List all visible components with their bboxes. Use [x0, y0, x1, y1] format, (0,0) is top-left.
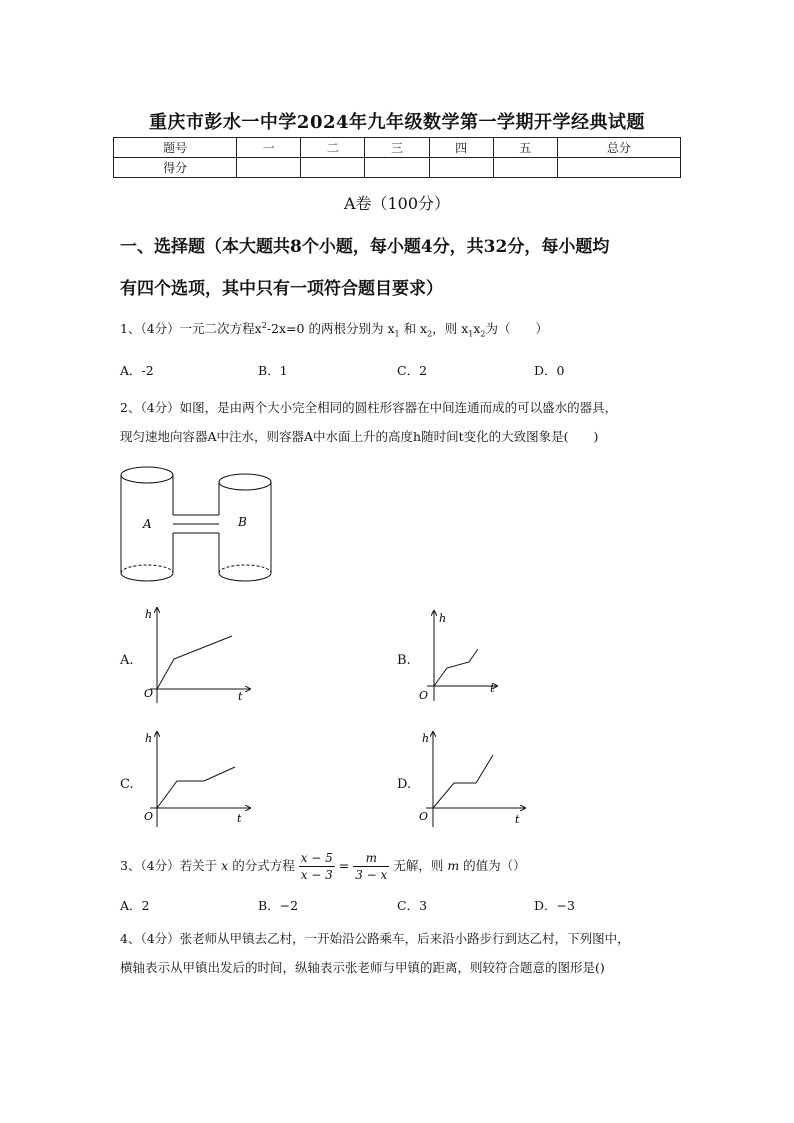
question-1	[120, 319, 690, 339]
section1-heading-line2: 有四个选项，其中只有一项符合题目要求）	[120, 279, 443, 299]
graph-d-axis-x: t	[515, 813, 520, 826]
q2-graph-d[interactable]	[417, 727, 532, 832]
q2-graph-a[interactable]	[140, 603, 255, 708]
q3-option-d[interactable]: D．−3	[534, 898, 575, 913]
q1-option-b[interactable]: B．1	[258, 363, 288, 378]
q1-product-a: x	[461, 321, 469, 336]
q3-mid: 的分式方程	[232, 858, 295, 873]
q3-m: m	[447, 858, 460, 873]
graph-c-axis-x: t	[237, 812, 242, 825]
q3-frac1-numerator: x − 5	[300, 851, 333, 865]
score-table-score-row	[114, 158, 681, 178]
q3-option-b[interactable]: B．−2	[258, 898, 299, 913]
question-3	[120, 848, 690, 884]
score-table-header-cell: 五	[493, 138, 557, 158]
q1-root1-sub: 1	[394, 329, 400, 339]
q3-var: x	[221, 858, 229, 873]
q1-end: 为（ ）	[485, 321, 549, 336]
q3-option-a[interactable]: A．2	[120, 898, 150, 913]
score-row-label: 得分	[114, 158, 237, 178]
q1-and: 和	[399, 321, 421, 336]
q3-fraction-right	[353, 850, 389, 883]
q3-option-c[interactable]: C．3	[397, 898, 428, 913]
q3-frac1-denominator: x − 3	[300, 868, 333, 882]
graph-b-origin: O	[419, 689, 429, 702]
graph-a-axis-y: h	[145, 608, 153, 621]
container-b-label: B	[238, 515, 247, 529]
graph-c-axis-y: h	[145, 732, 153, 745]
q1-eq-power: 2	[261, 320, 267, 330]
q1-then: ，则	[432, 321, 458, 336]
score-table-header-row	[114, 138, 681, 158]
score-table-header-cell: 四	[429, 138, 493, 158]
q3-equals: =	[338, 858, 350, 873]
score-cell	[365, 158, 429, 178]
q1-option-d[interactable]: D．0	[534, 363, 565, 378]
q1-product-b: x	[473, 321, 481, 336]
graph-d-origin: O	[419, 810, 429, 823]
graph-a-axis-x: t	[238, 690, 243, 703]
q3-mid2: 无解，则	[393, 858, 444, 873]
q2-option-b-label[interactable]: B.	[397, 653, 411, 668]
q1-mid: 的两根分别为	[304, 321, 384, 336]
score-cell	[301, 158, 365, 178]
page-title: 重庆市彭水一中学2024年九年级数学第一学期开学经典试题	[148, 112, 646, 133]
score-table-header-cell: 三	[365, 138, 429, 158]
q1-eq-var: x	[254, 321, 262, 336]
score-cell	[557, 158, 680, 178]
q1-option-c[interactable]: C．2	[397, 363, 428, 378]
question-4-line2: 横轴表示从甲镇出发后的时间，纵轴表示张老师与甲镇的距离，则较符合题意的图形是()	[120, 960, 605, 975]
q2-graph-c[interactable]	[140, 727, 255, 832]
q2-option-d-label[interactable]: D.	[397, 777, 412, 792]
q1-root1: x	[387, 321, 395, 336]
q1-prefix: 1、（4分）一元二次方程	[120, 321, 255, 336]
score-table	[113, 137, 681, 178]
score-table-header-cell: 题号	[114, 138, 237, 158]
q3-prefix: 3、（4分）若关于	[120, 858, 218, 873]
q1-option-a[interactable]: A．-2	[120, 363, 154, 378]
q3-frac2-numerator: m	[353, 850, 389, 867]
question-2-line1: 2、（4分）如图，是由两个大小完全相同的圆柱形容器在中间连通而成的可以盛水的器具，	[120, 400, 618, 415]
container-a-label: A	[143, 517, 152, 531]
score-table-header-cell: 总分	[557, 138, 680, 158]
score-cell	[493, 158, 557, 178]
q1-product-b-sub: 2	[480, 329, 486, 339]
graph-b-axis-x: t	[490, 682, 495, 695]
q1-root2-sub: 2	[427, 329, 433, 339]
graph-d-axis-y: h	[422, 732, 430, 745]
q1-root2: x	[420, 321, 428, 336]
q1-product-a-sub: 1	[468, 329, 474, 339]
graph-b-axis-y: h	[439, 612, 447, 625]
score-table-header-cell: 一	[237, 138, 301, 158]
score-cell	[237, 158, 301, 178]
question-4-line1: 4、（4分）张老师从甲镇去乙村，一开始沿公路乘车，后来沿小路步行到达乙村，下列图中，	[120, 931, 630, 946]
graph-a-origin: O	[144, 687, 154, 700]
connected-containers-figure	[110, 460, 290, 590]
section-juan-title: A卷（100分）	[343, 194, 451, 213]
question-2-line2: 现匀速地向容器A中注水，则容器A中水面上升的高度h随时间t变化的大致图象是( )	[120, 429, 599, 444]
score-cell	[429, 158, 493, 178]
q3-end: 的值为（）	[463, 858, 526, 873]
q2-graph-b[interactable]	[417, 606, 507, 706]
q2-option-c-label[interactable]: C.	[120, 777, 134, 792]
graph-c-origin: O	[144, 810, 154, 823]
section1-heading-line1: 一、选择题（本大题共8个小题，每小题4分，共32分，每小题均	[120, 237, 610, 257]
q2-option-a-label[interactable]: A.	[120, 653, 134, 668]
q1-eq-rest: -2x=0	[266, 321, 305, 336]
score-table-header-cell: 二	[301, 138, 365, 158]
q3-fraction-left	[299, 850, 335, 883]
q3-frac2-denominator: 3 − x	[355, 868, 388, 882]
